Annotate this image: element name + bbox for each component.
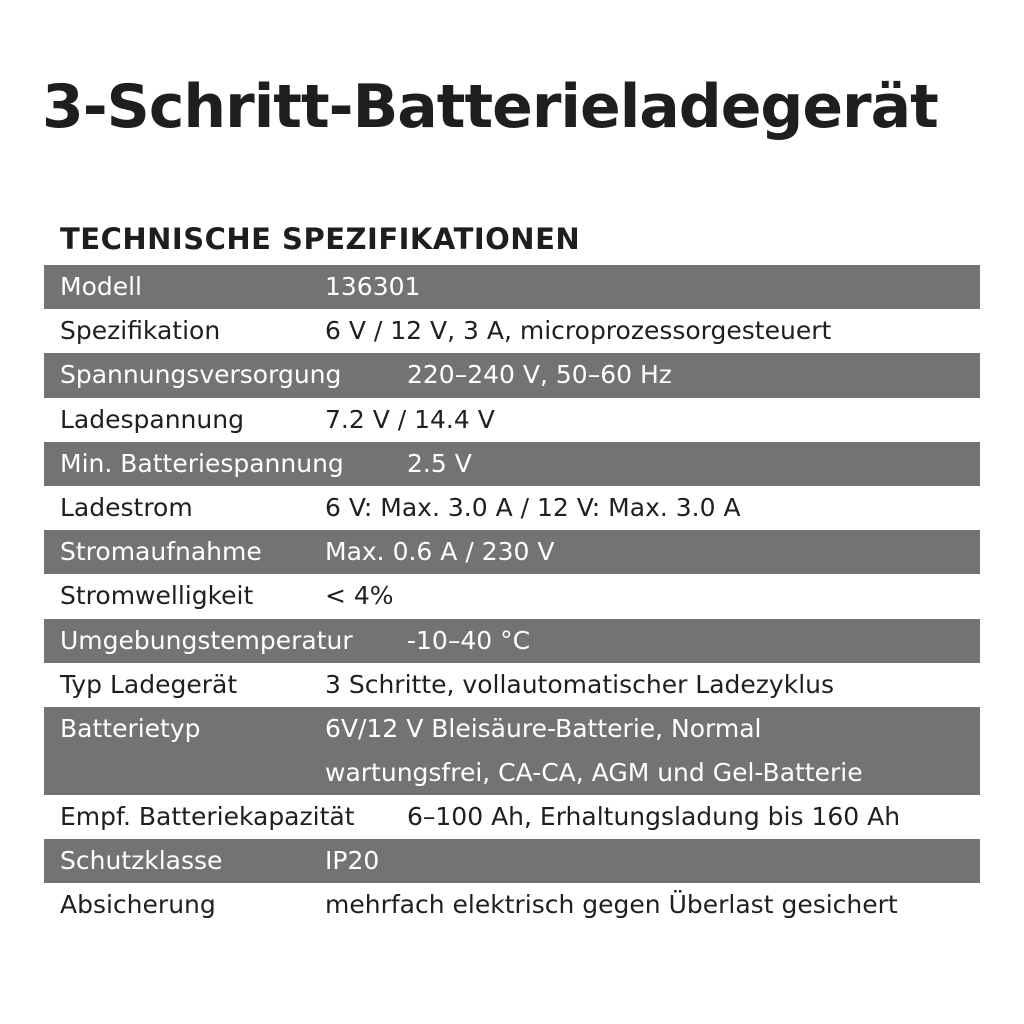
spec-label: Spannungsversorgung: [60, 360, 342, 390]
spec-row-spannungsversorgung: [44, 353, 980, 397]
page-title: 3-Schritt-Batterieladegerät: [42, 72, 938, 142]
spec-label: Ladespannung: [60, 404, 244, 434]
spec-row-modell: [44, 265, 980, 309]
spec-label: Modell: [60, 272, 143, 301]
spec-value: mehrfach elektrisch gegen Überlast gesichert: [325, 890, 898, 920]
spec-value: -10–40 °C: [407, 625, 531, 655]
spec-value: IP20: [325, 846, 380, 876]
spec-value: 6 V: Max. 3.0 A / 12 V: Max. 3.0 A: [325, 492, 741, 522]
spec-value: Max. 0.6 A / 230 V: [325, 537, 555, 567]
spec-label: Stromaufnahme: [60, 537, 262, 567]
spec-row-spezifikation: [44, 309, 980, 353]
spec-label: Min. Batteriespannung: [60, 448, 344, 478]
section-heading: TECHNISCHE SPEZIFIKATIONEN: [60, 222, 581, 256]
spec-value: 2.5 V: [407, 448, 472, 478]
spec-row-ladespannung: [44, 398, 980, 442]
spec-label: Absicherung: [60, 890, 216, 920]
spec-value: 7.2 V / 14.4 V: [325, 404, 495, 434]
spec-label: Empf. Batteriekapazität: [60, 801, 355, 831]
spec-table: [44, 265, 980, 927]
spec-label: Stromwelligkeit: [60, 581, 254, 611]
spec-label: Spezifikation: [60, 316, 221, 346]
spec-value: 6 V / 12 V, 3 A, microprozessorgesteuert: [325, 316, 832, 346]
spec-row-min-batteriespannung: [44, 442, 980, 486]
spec-row-stromwelligkeit: [44, 574, 980, 618]
spec-value: < 4%: [325, 581, 394, 611]
spec-label: Typ Ladegerät: [60, 669, 238, 699]
spec-value: 136301: [325, 272, 421, 301]
spec-row-typ-ladegeraet: [44, 663, 980, 707]
spec-value: 220–240 V, 50–60 Hz: [407, 360, 672, 390]
spec-value: 6–100 Ah, Erhaltungsladung bis 160 Ah: [407, 801, 901, 831]
spec-row-empf-batteriekapazitaet: [44, 795, 980, 839]
spec-row-absicherung: [44, 883, 980, 927]
spec-row-stromaufnahme: [44, 530, 980, 574]
spec-label: Umgebungstemperatur: [60, 625, 353, 655]
spec-row-batterietyp: [44, 707, 980, 795]
spec-row-ladestrom: [44, 486, 980, 530]
spec-label: Batterietyp: [60, 713, 201, 743]
spec-label: Ladestrom: [60, 492, 193, 522]
spec-value: 3 Schritte, vollautomatischer Ladezyklus: [325, 669, 835, 699]
spec-row-umgebungstemperatur: [44, 619, 980, 663]
spec-value: 6V/12 V Bleisäure-Batterie, Normal wartungsfrei, CA-CA, AGM und Gel-Batterie: [325, 713, 863, 787]
spec-label: Schutzklasse: [60, 846, 223, 876]
spec-row-schutzklasse: [44, 839, 980, 883]
